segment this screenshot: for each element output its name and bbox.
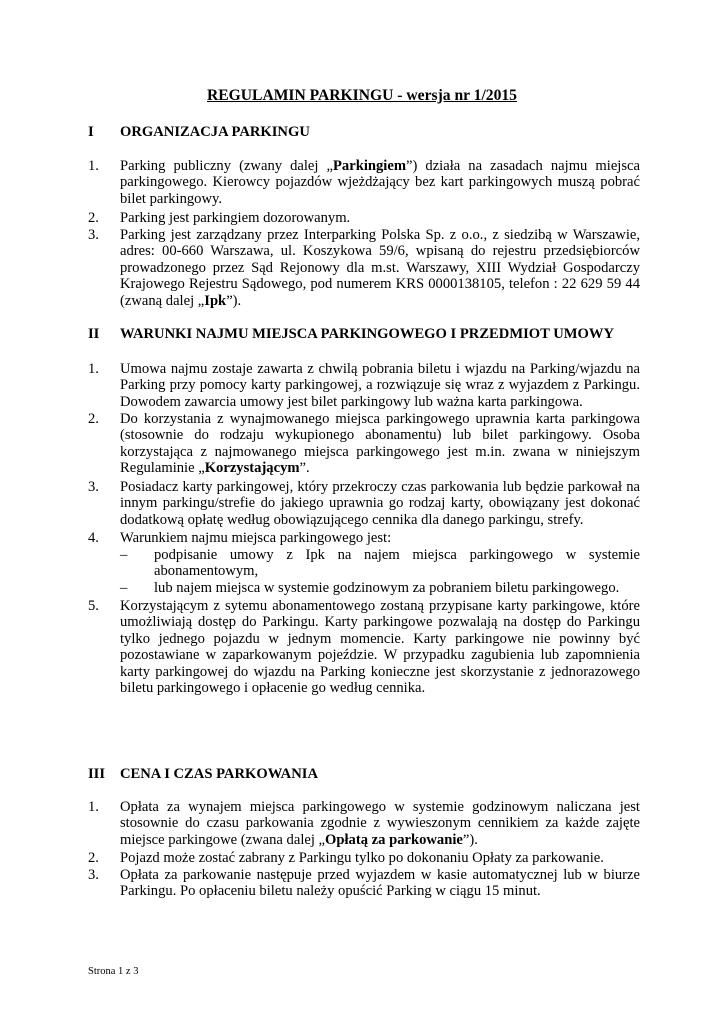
item-text: Opłata za parkowanie następuje przed wyjazdem w kasie automatycznej lub w biurze Parkingu. Po opłaceniu biletu należy opuścić Parking w ciągu 15 minut. bbox=[120, 867, 640, 900]
item-number: 2. bbox=[88, 210, 99, 226]
defined-term: Opłatą za parkowanie bbox=[325, 831, 463, 848]
section-number: III bbox=[88, 766, 106, 782]
item-text: Posiadacz karty parkingowej, który przekroczy czas parkowania lub będzie parkował na innym parkingu/strefie do jakiego uprawnia go rodzaj karty, obowiązany jest dokonać dodatkową opłatę według obowiązującego cennika dla danego parkingu, strefy. bbox=[120, 479, 640, 528]
item-number: 3. bbox=[88, 227, 99, 243]
dash-bullet: – bbox=[120, 547, 128, 563]
dash-bullet: – bbox=[120, 580, 128, 596]
item-text: Opłata za wynajem miejsca parkingowego w systemie godzinowym naliczana jest stosownie do czasu parkowania zgodnie z wywieszonym cennikiem za każde zajęte miejsce parkingowe (zwana dalej „Opłatą za parkowanie”). bbox=[120, 799, 640, 848]
sub-item-text: lub najem miejsca w systemie godzinowym za pobraniem biletu parkingowego. bbox=[154, 580, 620, 596]
item-number: 1. bbox=[88, 361, 99, 377]
item-text: Korzystającym z sytemu abonamentowego zostaną przypisane karty parkingowe, które umożliwiają dostęp do Parkingu. Karty parkingowe pozwalają na dostęp do Parkingu tylko jednego pojazdu w jednym momencie. Karty parkingowe nie powinny być pozostawiane w zaparkowanym pojeździe. W przypadku zagubienia lub zapomnienia karty parkingowej do wjazdu na Parking konieczne jest skorzystanie z jednorazowego biletu parkingowego i opłacenie go według cennika. bbox=[120, 598, 640, 697]
item-number: 2. bbox=[88, 850, 99, 866]
item-text: Parking jest zarządzany przez Interparking Polska Sp. z o.o., z siedzibą w Warszawie, adres: 00-660 Warszawa, ul. Koszykowa 59/6, wpisaną do rejestru przedsiębiorców prowadzonego przez Sąd Rejonowy dla m.st. Warszawy, XIII Wydział Gospodarczy Krajowego Rejestru Sądowego, pod numerem KRS 0000138105, telefon : 22 629 59 44 (zwaną dalej „Ipk”). bbox=[120, 227, 640, 309]
document-title: REGULAMIN PARKINGU - wersja nr 1/2015 bbox=[207, 87, 517, 104]
item-number: 1. bbox=[88, 799, 99, 815]
item-number: 1. bbox=[88, 158, 99, 174]
item-text: Do korzystania z wynajmowanego miejsca parkingowego uprawnia karta parkingowa (stosownie do rodzaju wykupionego abonamentu) lub bilet parkingowy. Osoba korzystająca z najmowanego miejsca parkingowego jest m.in. zwana w niniejszym Regulaminie „Korzystającym”. bbox=[120, 411, 640, 477]
section-title: ORGANIZACJA PARKINGU bbox=[120, 124, 310, 140]
sub-item-text: podpisanie umowy z Ipk na najem miejsca parkingowego w systemie abonamentowym, bbox=[154, 547, 640, 580]
item-text: Umowa najmu zostaje zawarta z chwilą pobrania biletu i wjazdu na Parking/wjazdu na Parking przy pomocy karty parkingowej, a rozwiązuje się wraz z wyjazdem z Parkingu. Dowodem zawarcia umowy jest bilet parkingowy lub ważna karta parkingowa. bbox=[120, 361, 640, 410]
item-number: 4. bbox=[88, 530, 99, 546]
item-text: Parking jest parkingiem dozorowanym. bbox=[120, 210, 351, 226]
defined-term: Parkingiem bbox=[333, 158, 406, 174]
item-text: Parking publiczny (zwany dalej „Parkingiem”) działa na zasadach najmu miejsca parkingowego. Kierowcy pojazdów wjeżdżający bez kart parkingowych muszą pobrać bilet parkingowy. bbox=[120, 158, 640, 207]
defined-term: Ipk bbox=[204, 292, 227, 309]
page-number-footer: Strona 1 z 3 bbox=[88, 966, 139, 977]
section-title: WARUNKI NAJMU MIEJSCA PARKINGOWEGO I PRZEDMIOT UMOWY bbox=[120, 326, 615, 342]
defined-term: Korzystającym bbox=[204, 460, 300, 477]
section-title: CENA I CZAS PARKOWANIA bbox=[120, 766, 318, 782]
section-number: I bbox=[88, 124, 94, 140]
section-number: II bbox=[88, 326, 100, 342]
item-text: Warunkiem najmu miejsca parkingowego jest: bbox=[120, 530, 392, 546]
item-text: Pojazd może zostać zabrany z Parkingu tylko po dokonaniu Opłaty za parkowanie. bbox=[120, 850, 604, 866]
item-number: 3. bbox=[88, 479, 99, 495]
item-number: 2. bbox=[88, 411, 99, 427]
item-number: 5. bbox=[88, 598, 99, 614]
item-number: 3. bbox=[88, 867, 99, 883]
